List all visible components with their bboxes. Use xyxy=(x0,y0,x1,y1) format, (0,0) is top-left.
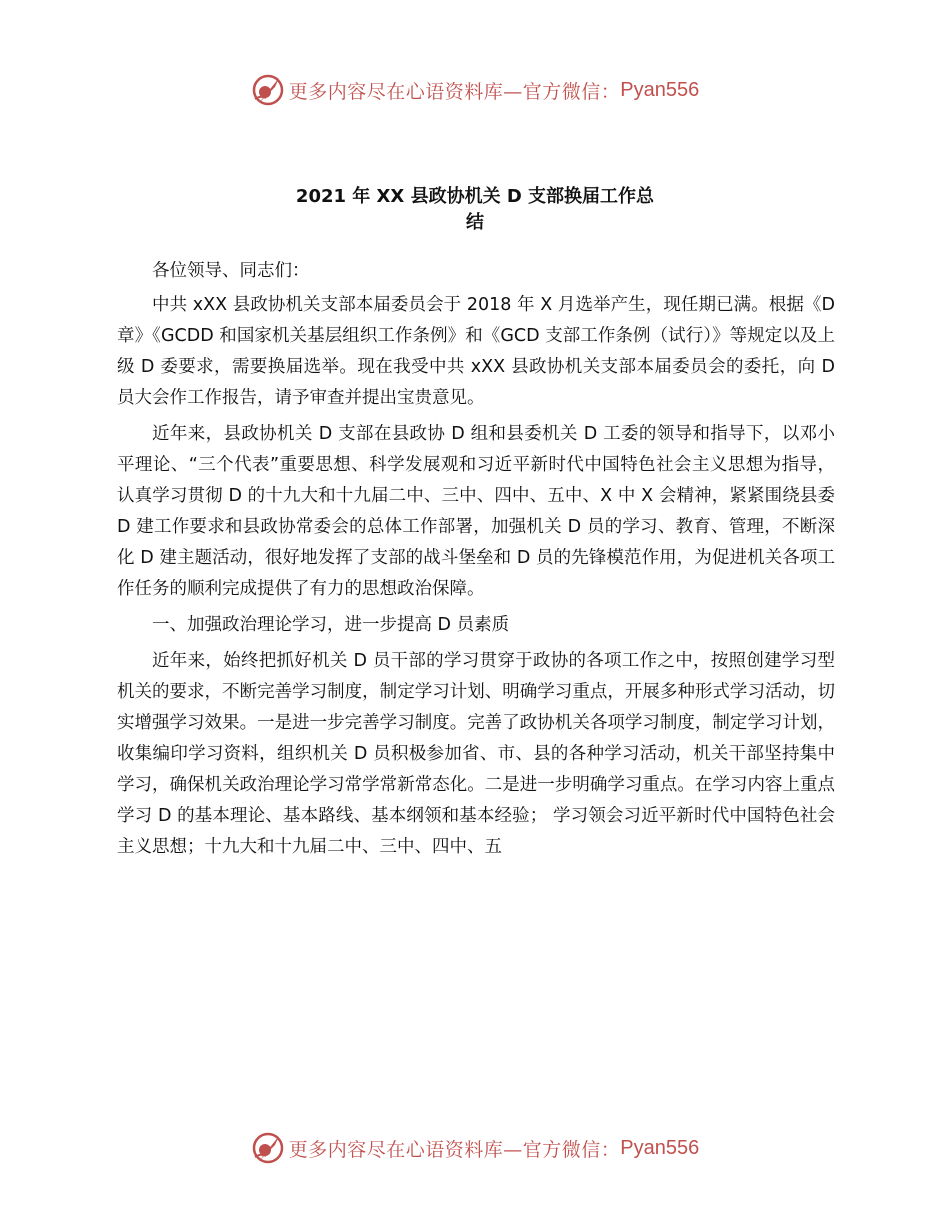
title-line-2: 结 xyxy=(466,212,484,233)
quill-logo-icon xyxy=(251,73,285,107)
paragraph: 中共 xXX 县政协机关支部本届委员会于 2018 年 X 月选举产生，现任期已满。根据《D 章》《GCDD 和国家机关基层组织工作条例》和《GCD 支部工作条例（试行）》等规定以及上级 D 委要求，需要换届选举。现在我受中共 xXX 县政协机关支部本届委员会的委托，向 D 员大会作工作报告，请予审查并提出宝贵意见。 xyxy=(117,295,835,408)
greeting: 各位领导、同志们： xyxy=(152,261,310,281)
watermark-text: 更多内容尽在心语资料库—官方微信： xyxy=(288,80,621,103)
document-title xyxy=(0,184,950,236)
document-body xyxy=(117,256,835,868)
watermark-text: 更多内容尽在心语资料库—官方微信： xyxy=(288,1138,621,1161)
paragraph: 近年来，县政协机关 D 支部在县政协 D 组和县委机关 D 工委的领导和指导下，以邓小平理论、“三个代表”重要思想、科学发展观和习近平新时代中国特色社会主义思想为指导，认真学习贯彻 D 的十九大和十九届二中、三中、四中、五中、X 中 X 会精神，紧紧围绕县委 D 建工作要求和县政协常委会的总体工作部署，加强机关 D 员的学习、教育、管理，不断深化 D 建主题活动，很好地发挥了支部的战斗堡垒和 D 员的先锋模范作用，为促进机关各项工作任务的顺利完成提供了有力的思想政治保障。 xyxy=(117,424,835,599)
footer-watermark xyxy=(0,1128,950,1168)
watermark-wechat-id: Pyan556 xyxy=(620,1136,700,1159)
quill-logo-icon xyxy=(251,1131,285,1165)
watermark-wechat-id: Pyan556 xyxy=(620,78,700,101)
header-watermark xyxy=(0,70,950,110)
paragraph: 近年来，始终把抓好机关 D 员干部的学习贯穿于政协的各项工作之中，按照创建学习型机关的要求，不断完善学习制度，制定学习计划、明确学习重点，开展多种形式学习活动，切实增强学习效果。一是进一步完善学习制度。完善了政协机关各项学习制度，制定学习计划，收集编印学习资料，组织机关 D 员积极参加省、市、县的各种学习活动，机关干部坚持集中学习，确保机关政治理论学习常学常新常态化。二是进一步明确学习重点。在学习内容上重点学习 D 的基本理论、基本路线、基本纲领和基本经验； 学习领会习近平新时代中国特色社会主义思想；十九大和十九届二中、三中、四中、五 xyxy=(117,651,835,857)
section-heading: 一、加强政治理论学习，进一步提高 D 员素质 xyxy=(152,615,510,635)
title-line-1: 2021 年 XX 县政协机关 D 支部换届工作总 xyxy=(295,186,655,207)
